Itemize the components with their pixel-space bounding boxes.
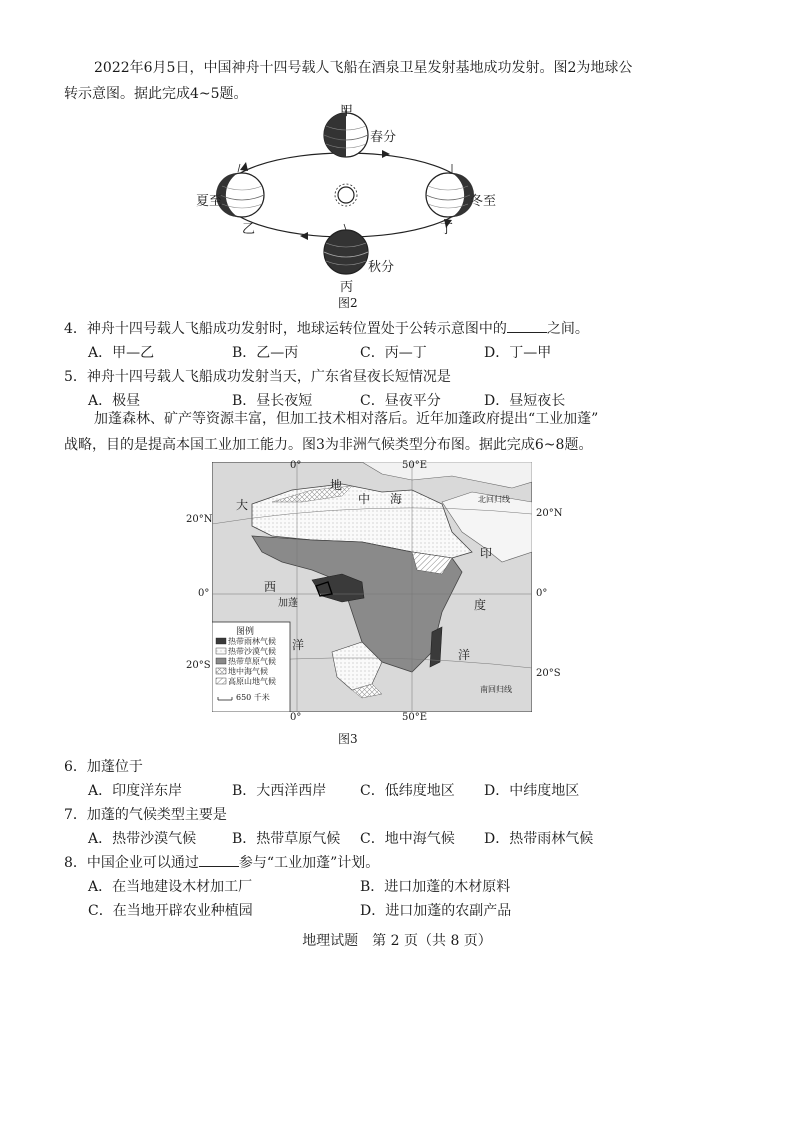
q6-option-b[interactable]: B．大西洋西岸 (232, 783, 327, 799)
intro2-line-1: 加蓬森林、矿产等资源丰富，但加工技术相对落后。近年加蓬政府提出“工业加蓬” (94, 411, 599, 427)
legend-item-savanna: 热带草原气候 (228, 657, 276, 666)
figure-3-caption: 图3 (338, 732, 358, 746)
label-ding: 丁 (440, 222, 454, 237)
lat-20s-right: 20°S (536, 668, 561, 679)
label-qiufen: 秋分 (368, 260, 395, 275)
map-label-hai: 海 (390, 492, 403, 506)
map-label-yin: 印 (480, 546, 493, 560)
q5-option-d[interactable]: D．昼短夜长 (484, 393, 566, 409)
q6-option-d[interactable]: D．中纬度地区 (484, 783, 580, 799)
earth-bing-icon (324, 230, 368, 274)
q8-option-b[interactable]: B．进口加蓬的木材原料 (360, 879, 511, 895)
q4-option-b[interactable]: B．乙—丙 (232, 345, 299, 361)
question-7: 7．加蓬的气候类型主要是 (64, 807, 227, 823)
legend-item-desert: 热带沙漠气候 (228, 647, 276, 656)
q8-option-a[interactable]: A．在当地建设木材加工厂 (88, 879, 253, 895)
map-label-xi: 西 (264, 580, 277, 594)
figure-2-caption: 图2 (338, 296, 358, 310)
q6-option-a[interactable]: A．印度洋东岸 (88, 783, 183, 799)
map-label-north-tropic: 北回归线 (478, 495, 510, 504)
q5-option-a[interactable]: A．极昼 (88, 393, 141, 409)
q4-option-c[interactable]: C．丙—丁 (360, 345, 427, 361)
lat-0-right: 0° (536, 588, 548, 599)
label-dongzhi: 冬至 (470, 194, 497, 209)
question-8 (64, 852, 379, 872)
q8-option-c[interactable]: C．在当地开辟农业种植园 (88, 903, 253, 919)
label-jia: 甲 (340, 104, 354, 119)
map-label-du: 度 (474, 598, 487, 612)
lon-0-bottom: 0° (290, 712, 302, 723)
q4-option-d[interactable]: D．丁—甲 (484, 345, 552, 361)
q4-option-a[interactable]: A．甲—乙 (88, 345, 155, 361)
label-bing: 丙 (340, 280, 354, 295)
q6-option-c[interactable]: C．低纬度地区 (360, 783, 455, 799)
legend-item-highland: 高原山地气候 (228, 677, 276, 686)
label-chunfen: 春分 (370, 130, 397, 145)
map-label-gabon: 加蓬 (278, 598, 298, 609)
legend-item-rainforest: 热带雨林气候 (228, 637, 276, 646)
question-4 (64, 318, 589, 338)
question-5: 5．神舟十四号载人飞船成功发射当天，广东省昼夜长短情况是 (64, 369, 451, 385)
earth-ding-icon (426, 173, 474, 217)
legend-scale: 650 千米 (236, 693, 270, 702)
lat-20n-left: 20°N (186, 514, 213, 525)
q8-option-d[interactable]: D．进口加蓬的农副产品 (360, 903, 512, 919)
intro-line-2: 转示意图。据此完成4~5题。 (64, 86, 248, 102)
answer-blank[interactable] (507, 318, 547, 333)
earth-jia-icon (324, 113, 368, 157)
question-4-stem: 4．神舟十四号载人飞船成功发射时，地球运转位置处于公转示意图中的 (64, 321, 507, 337)
sun-icon (335, 184, 357, 206)
question-8-stem: 8．中国企业可以通过 (64, 855, 199, 871)
question-8-stem-end: 参与“工业加蓬”计划。 (238, 855, 380, 871)
legend-title: 图例 (236, 627, 255, 637)
q7-option-d[interactable]: D．热带雨林气候 (484, 831, 594, 847)
map-label-yang-e: 洋 (458, 648, 471, 662)
page-footer: 地理试题 第 2 页（共 8 页） (302, 933, 492, 949)
q7-option-a[interactable]: A．热带沙漠气候 (88, 831, 197, 847)
question-6: 6．加蓬位于 (64, 759, 143, 775)
intro2-line-2: 战略，目的是提高本国工业加工能力。图3为非洲气候类型分布图。据此完成6~8题。 (64, 437, 593, 453)
map-label-di: 地 (330, 478, 343, 492)
intro-line-1: 2022年6月5日，中国神舟十四号载人飞船在酒泉卫星发射基地成功发射。图2为地球公 (94, 60, 633, 76)
lat-0-left: 0° (198, 588, 210, 599)
lat-20n-right: 20°N (536, 508, 563, 519)
lat-20s-left: 20°S (186, 660, 211, 671)
label-xiazhi: 夏至 (196, 194, 223, 209)
q5-option-c[interactable]: C．昼夜平分 (360, 393, 441, 409)
q5-option-b[interactable]: B．昼长夜短 (232, 393, 313, 409)
legend-item-mediterranean: 地中海气候 (228, 667, 268, 676)
question-4-stem-end: 之间。 (546, 321, 589, 337)
lon-50e-top: 50°E (402, 460, 428, 471)
map-label-south-tropic: 南回归线 (480, 685, 512, 694)
label-yi: 乙 (242, 222, 256, 237)
q7-option-c[interactable]: C．地中海气候 (360, 831, 455, 847)
q7-option-b[interactable]: B．热带草原气候 (232, 831, 341, 847)
map-label-yang-w: 洋 (292, 638, 305, 652)
answer-blank[interactable] (199, 852, 239, 867)
map-label-da: 大 (236, 498, 249, 512)
lon-0-top: 0° (290, 460, 302, 471)
map-label-zhong: 中 (358, 492, 371, 506)
lon-50e-bottom: 50°E (402, 712, 428, 723)
earth-yi-icon (216, 173, 264, 217)
